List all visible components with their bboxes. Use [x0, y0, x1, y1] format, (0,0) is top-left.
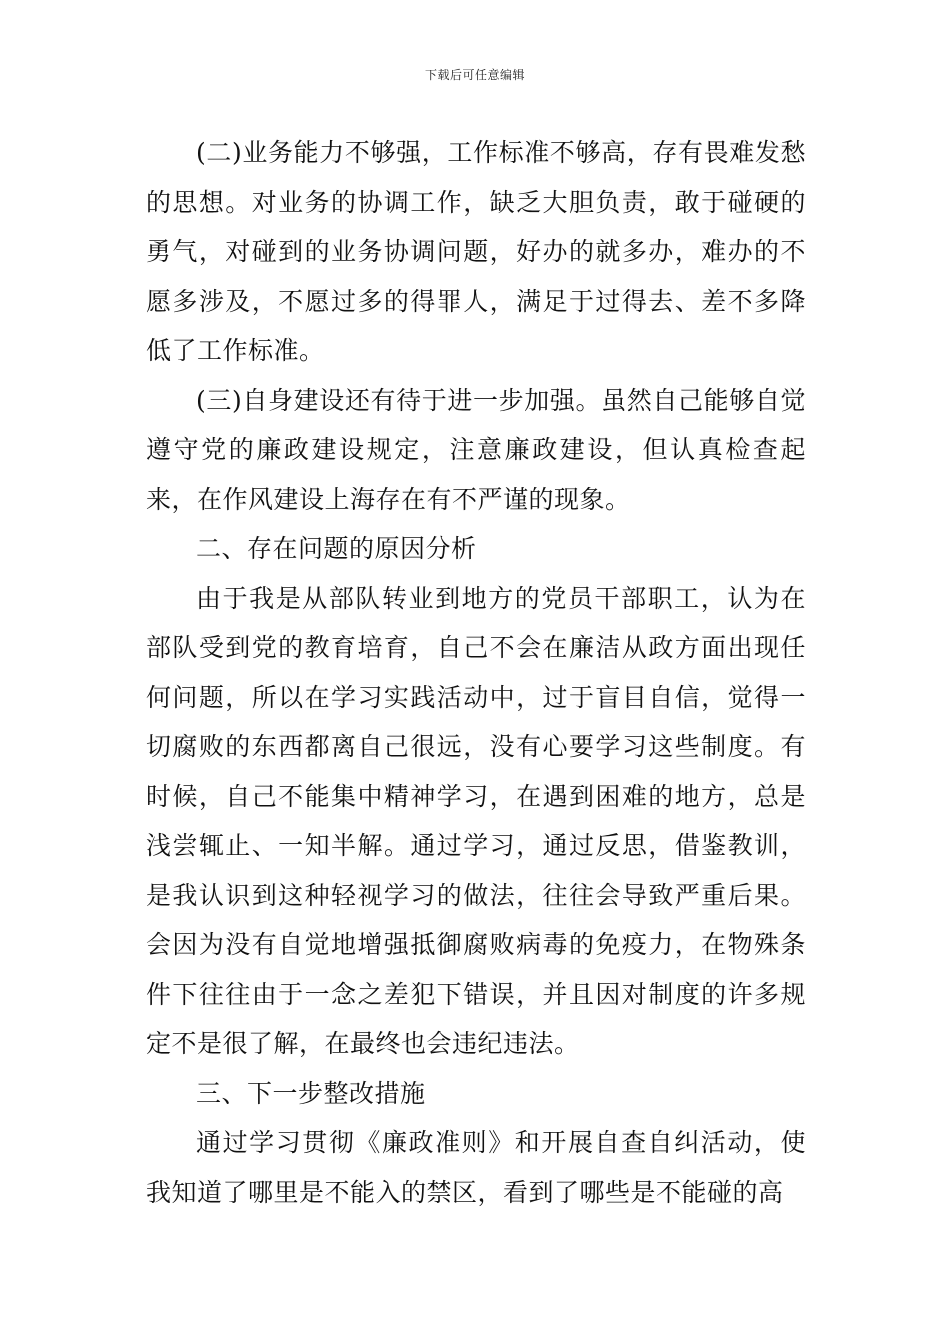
paragraph-self-construction: (三)自身建设还有待于进一步加强。虽然自己能够自觉遵守党的廉政建设规定，注意廉政建设，但认真检查起来，在作风建设上海存在有不严谨的现象。: [146, 385, 806, 514]
paragraph-business-ability: (二)业务能力不够强，工作标准不够高，存有畏难发愁的思想。对业务的协调工作，缺乏大胆负责，敢于碰硬的勇气，对碰到的业务协调问题，好办的就多办，难办的不愿多涉及，不愿过多的得罪人，满足于过得去、差不多降低了工作标准。: [146, 138, 806, 365]
section-heading-rectification: 三、下一步整改措施: [196, 1078, 426, 1108]
section-heading-cause-analysis: 二、存在问题的原因分析: [196, 534, 477, 563]
paragraph-rectification: 通过学习贯彻《廉政准则》和开展自查自纠活动，使我知道了哪里是不能入的禁区，看到了哪些是不能碰的高: [146, 1128, 806, 1207]
paragraph-cause-analysis: 由于我是从部队转业到地方的党员干部职工，认为在部队受到党的教育培育，自己不会在廉洁从政方面出现任何问题，所以在学习实践活动中，过于盲目自信，觉得一切腐败的东西都离自己很远，没有心要学习这些制度。有时候，自己不能集中精神学习，在遇到困难的地方，总是浅尝辄止、一知半解。通过学习，通过反思，借鉴教训，是我认识到这种轻视学习的做法，往往会导致严重后果。会因为没有自觉地增强抵御腐败病毒的免疫力，在物殊条件下往往由于一念之差犯下错误，并且因对制度的许多规定不是很了解，在最终也会违纪违法。: [146, 583, 806, 1058]
header-note: 下载后可任意编辑: [424, 68, 525, 82]
document-body: [146, 128, 806, 1217]
